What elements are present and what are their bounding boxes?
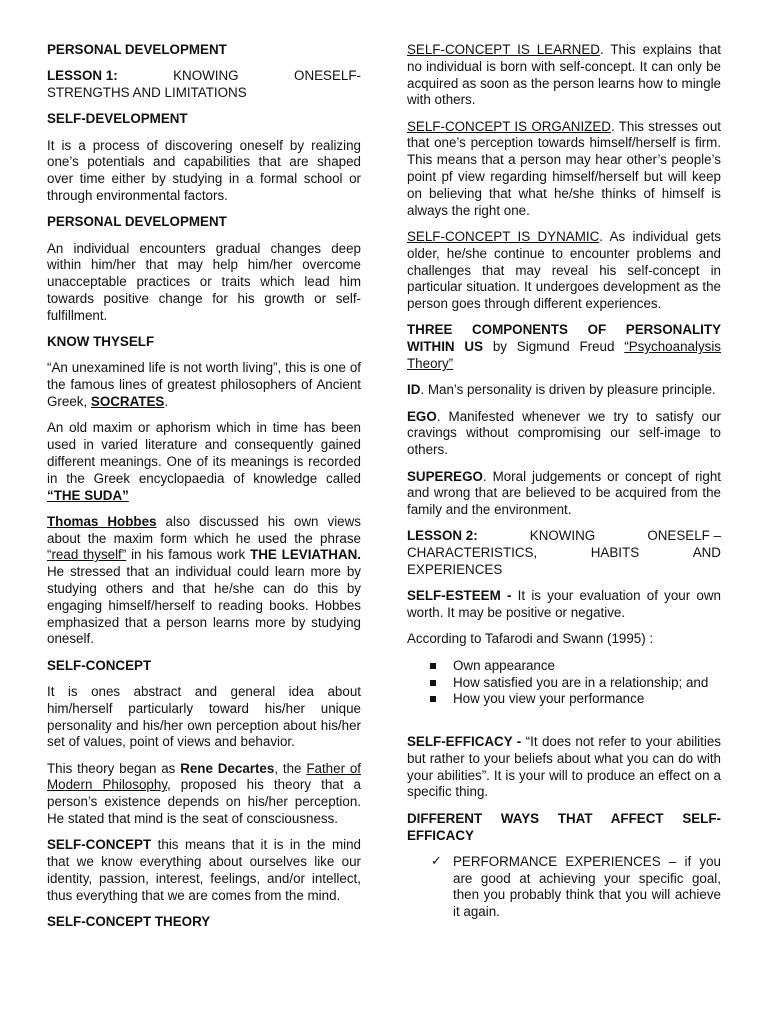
personal-development-heading: PERSONAL DEVELOPMENT <box>47 214 227 230</box>
tafarodi-line: According to Tafarodi and Swann (1995) : <box>407 631 654 647</box>
superego-paragraph <box>407 469 721 519</box>
ego-paragraph <box>407 409 721 459</box>
list-item-text: How you view your performance <box>453 691 645 707</box>
dynamic-label: SELF-CONCEPT IS DYNAMIC <box>407 228 600 244</box>
list-item <box>407 691 721 708</box>
self-esteem-text: It is your evaluation of your own worth. It may be positive or negative. <box>407 588 721 621</box>
organized-paragraph <box>407 119 721 220</box>
hobbes-paragraph <box>47 514 361 648</box>
ways-list <box>407 854 721 921</box>
descartes-paragraph <box>47 761 361 828</box>
maxim-text: An old maxim or aphorism which in time has been used in varied literature and consequently gained different meanings. One of its meanings is recorded in the Greek encyclopaedia of knowledge called <box>47 420 361 486</box>
self-concept-text: It is ones abstract and general idea about him/herself particularly toward his/her unique personality and his/her own perception about his/her set of values, point of views and behavior. <box>47 684 361 750</box>
self-concept-heading: SELF-CONCEPT <box>47 657 152 673</box>
lesson-1-label: LESSON 1: <box>47 68 118 84</box>
know-thyself-period: . <box>164 394 169 410</box>
square-bullet-icon <box>430 696 436 702</box>
lesson-2-word-3: CHARACTERISTICS, <box>407 545 538 561</box>
leviathan-title: THE LEVIATHAN. <box>250 547 362 563</box>
self-esteem-label: SELF-ESTEEM - <box>407 588 512 604</box>
lesson-1-word-2: ONESELF- <box>294 68 361 84</box>
list-item <box>407 854 721 921</box>
know-thyself-paragraph <box>47 360 361 410</box>
maxim-paragraph <box>47 420 361 504</box>
self-esteem-paragraph <box>407 588 721 622</box>
dynamic-paragraph <box>407 229 721 313</box>
father-of-modern-philosophy: Father of Modern Philosophy <box>47 760 362 793</box>
list-item-text: PERFORMANCE EXPERIENCES – if you are good at achieving your specific goal, then you probably think that you will achieve it again. <box>453 853 721 920</box>
lesson-2-word-4: HABITS <box>590 545 640 561</box>
superego-label: SUPEREGO <box>407 468 483 484</box>
learned-text: . This explains that no individual is born with self-concept. It can only be acquired as soon as the person learns how to mingle with others. <box>407 42 721 108</box>
self-development-heading: SELF-DEVELOPMENT <box>47 111 188 127</box>
read-thyself-phrase: “read thyself” <box>47 547 127 563</box>
check-mark-icon: ✓ <box>431 853 442 869</box>
hobbes-text-1: also discussed his own views about the maxim form which he used the phrase <box>47 513 361 546</box>
left-column <box>47 42 361 940</box>
self-efficacy-text: “It does not refer to your abilities but rather to your beliefs about what you can do with your abilities”. It is your will to produce an effect on a specific thing. <box>407 734 721 800</box>
superego-text: . Moral judgements or concept of right and wrong that are believed to be acquired from the family and the environment. <box>407 468 721 518</box>
suda-title: “THE SUDA” <box>47 487 129 503</box>
tafarodi-list <box>407 658 721 708</box>
personal-development-text: An individual encounters gradual changes deep within him/her that may help him/her overcome unacceptable practices or traits which lead him towards positive change for his growth or self-fulfillment. <box>47 240 361 323</box>
self-efficacy-label: SELF-EFFICACY - <box>407 734 522 750</box>
id-text: . Man’s personality is driven by pleasure principle. <box>420 382 716 398</box>
lesson-1-word-1: KNOWING <box>173 68 239 84</box>
dynamic-text: . As individual gets older, he/she continue to encounter problems and challenges that may reveal his self-concept in particular situation. It undergoes development as the person goes through different experiences. <box>407 228 721 312</box>
lesson-2-word-1: KNOWING <box>529 528 596 544</box>
lesson-1-subtitle: STRENGTHS AND LIMITATIONS <box>47 85 247 101</box>
hobbes-name: Thomas Hobbes <box>47 513 157 529</box>
ego-label: EGO <box>407 408 437 424</box>
psychoanalysis-theory: “Psychoanalysis Theory” <box>407 339 721 372</box>
self-concept-mind-paragraph <box>47 837 361 904</box>
lesson-2-word-5: AND <box>692 545 721 561</box>
descartes-text-3: , proposed his theory that a person’s existence depends on his/her perception. He stated that mind is the seat of consciousness. <box>47 777 361 827</box>
lesson-1-heading <box>47 68 361 102</box>
self-concept-mind-label: SELF-CONCEPT <box>47 837 152 853</box>
lesson-2-label: LESSON 2: <box>407 528 478 544</box>
organized-label: SELF-CONCEPT IS ORGANIZED <box>407 118 611 134</box>
square-bullet-icon <box>430 663 436 669</box>
descartes-text-1: This theory began as <box>47 760 181 776</box>
ego-text: . Manifested whenever we try to satisfy our cravings without compromising our self-image to others. <box>407 408 721 458</box>
learned-paragraph <box>407 42 721 109</box>
right-column <box>407 42 721 921</box>
lesson-2-heading <box>407 528 721 578</box>
three-components-paragraph <box>407 322 721 372</box>
socrates-name: SOCRATES <box>90 394 165 410</box>
organized-text: . This stresses out that one’s perception towards himself/herself is firm. This means that a person may hear other’s people’s point pf view regarding himself/herself but will keep on believing that what he/she thinks of himself is always the right one. <box>407 118 721 218</box>
three-components-text: by Sigmund Freud <box>483 339 625 355</box>
hobbes-text-3: He stressed that an individual could learn more by studying others and that he/she can do this by engaging himself/herself to reading books. Hobbes emphasized that a person learns more by studying oneself. <box>47 564 361 647</box>
know-thyself-heading: KNOW THYSELF <box>47 334 155 350</box>
list-item-text: Own appearance <box>453 657 555 673</box>
hobbes-text-2: in his famous work <box>126 547 251 563</box>
list-item <box>407 675 721 692</box>
self-concept-theory-heading: SELF-CONCEPT THEORY <box>47 914 211 930</box>
id-label: ID <box>407 382 421 398</box>
document-title: PERSONAL DEVELOPMENT <box>47 42 227 57</box>
descartes-name: Rene Decartes <box>180 760 275 776</box>
ways-heading: DIFFERENT WAYS THAT AFFECT SELF-EFFICACY <box>407 810 721 843</box>
self-efficacy-paragraph <box>407 734 721 801</box>
id-paragraph <box>407 382 721 399</box>
lesson-2-word-2: ONESELF – <box>647 528 721 544</box>
descartes-text-2: , the <box>274 760 307 776</box>
square-bullet-icon <box>430 680 436 686</box>
three-components-label: THREE COMPONENTS OF PERSONALITY WITHIN US <box>407 322 721 355</box>
self-concept-mind-text: this means that it is in the mind that we know everything about ourselves like our identity, passion, interest, feelings, and/or intellect, thus everything that we are comes from the mind. <box>47 837 361 903</box>
know-thyself-text: “An unexamined life is not worth living”, this is one of the famous lines of greatest philosophers of Ancient Greek, <box>47 360 361 410</box>
list-item-text: How satisfied you are in a relationship; and <box>453 674 709 690</box>
self-development-text: It is a process of discovering oneself by realizing one’s potentials and capabilities that are shaped over time either by studying in a formal school or through environmental factors. <box>47 137 361 204</box>
learned-label: SELF-CONCEPT IS LEARNED <box>407 42 600 57</box>
list-item <box>407 658 721 675</box>
lesson-2-subtitle: EXPERIENCES <box>407 562 503 578</box>
